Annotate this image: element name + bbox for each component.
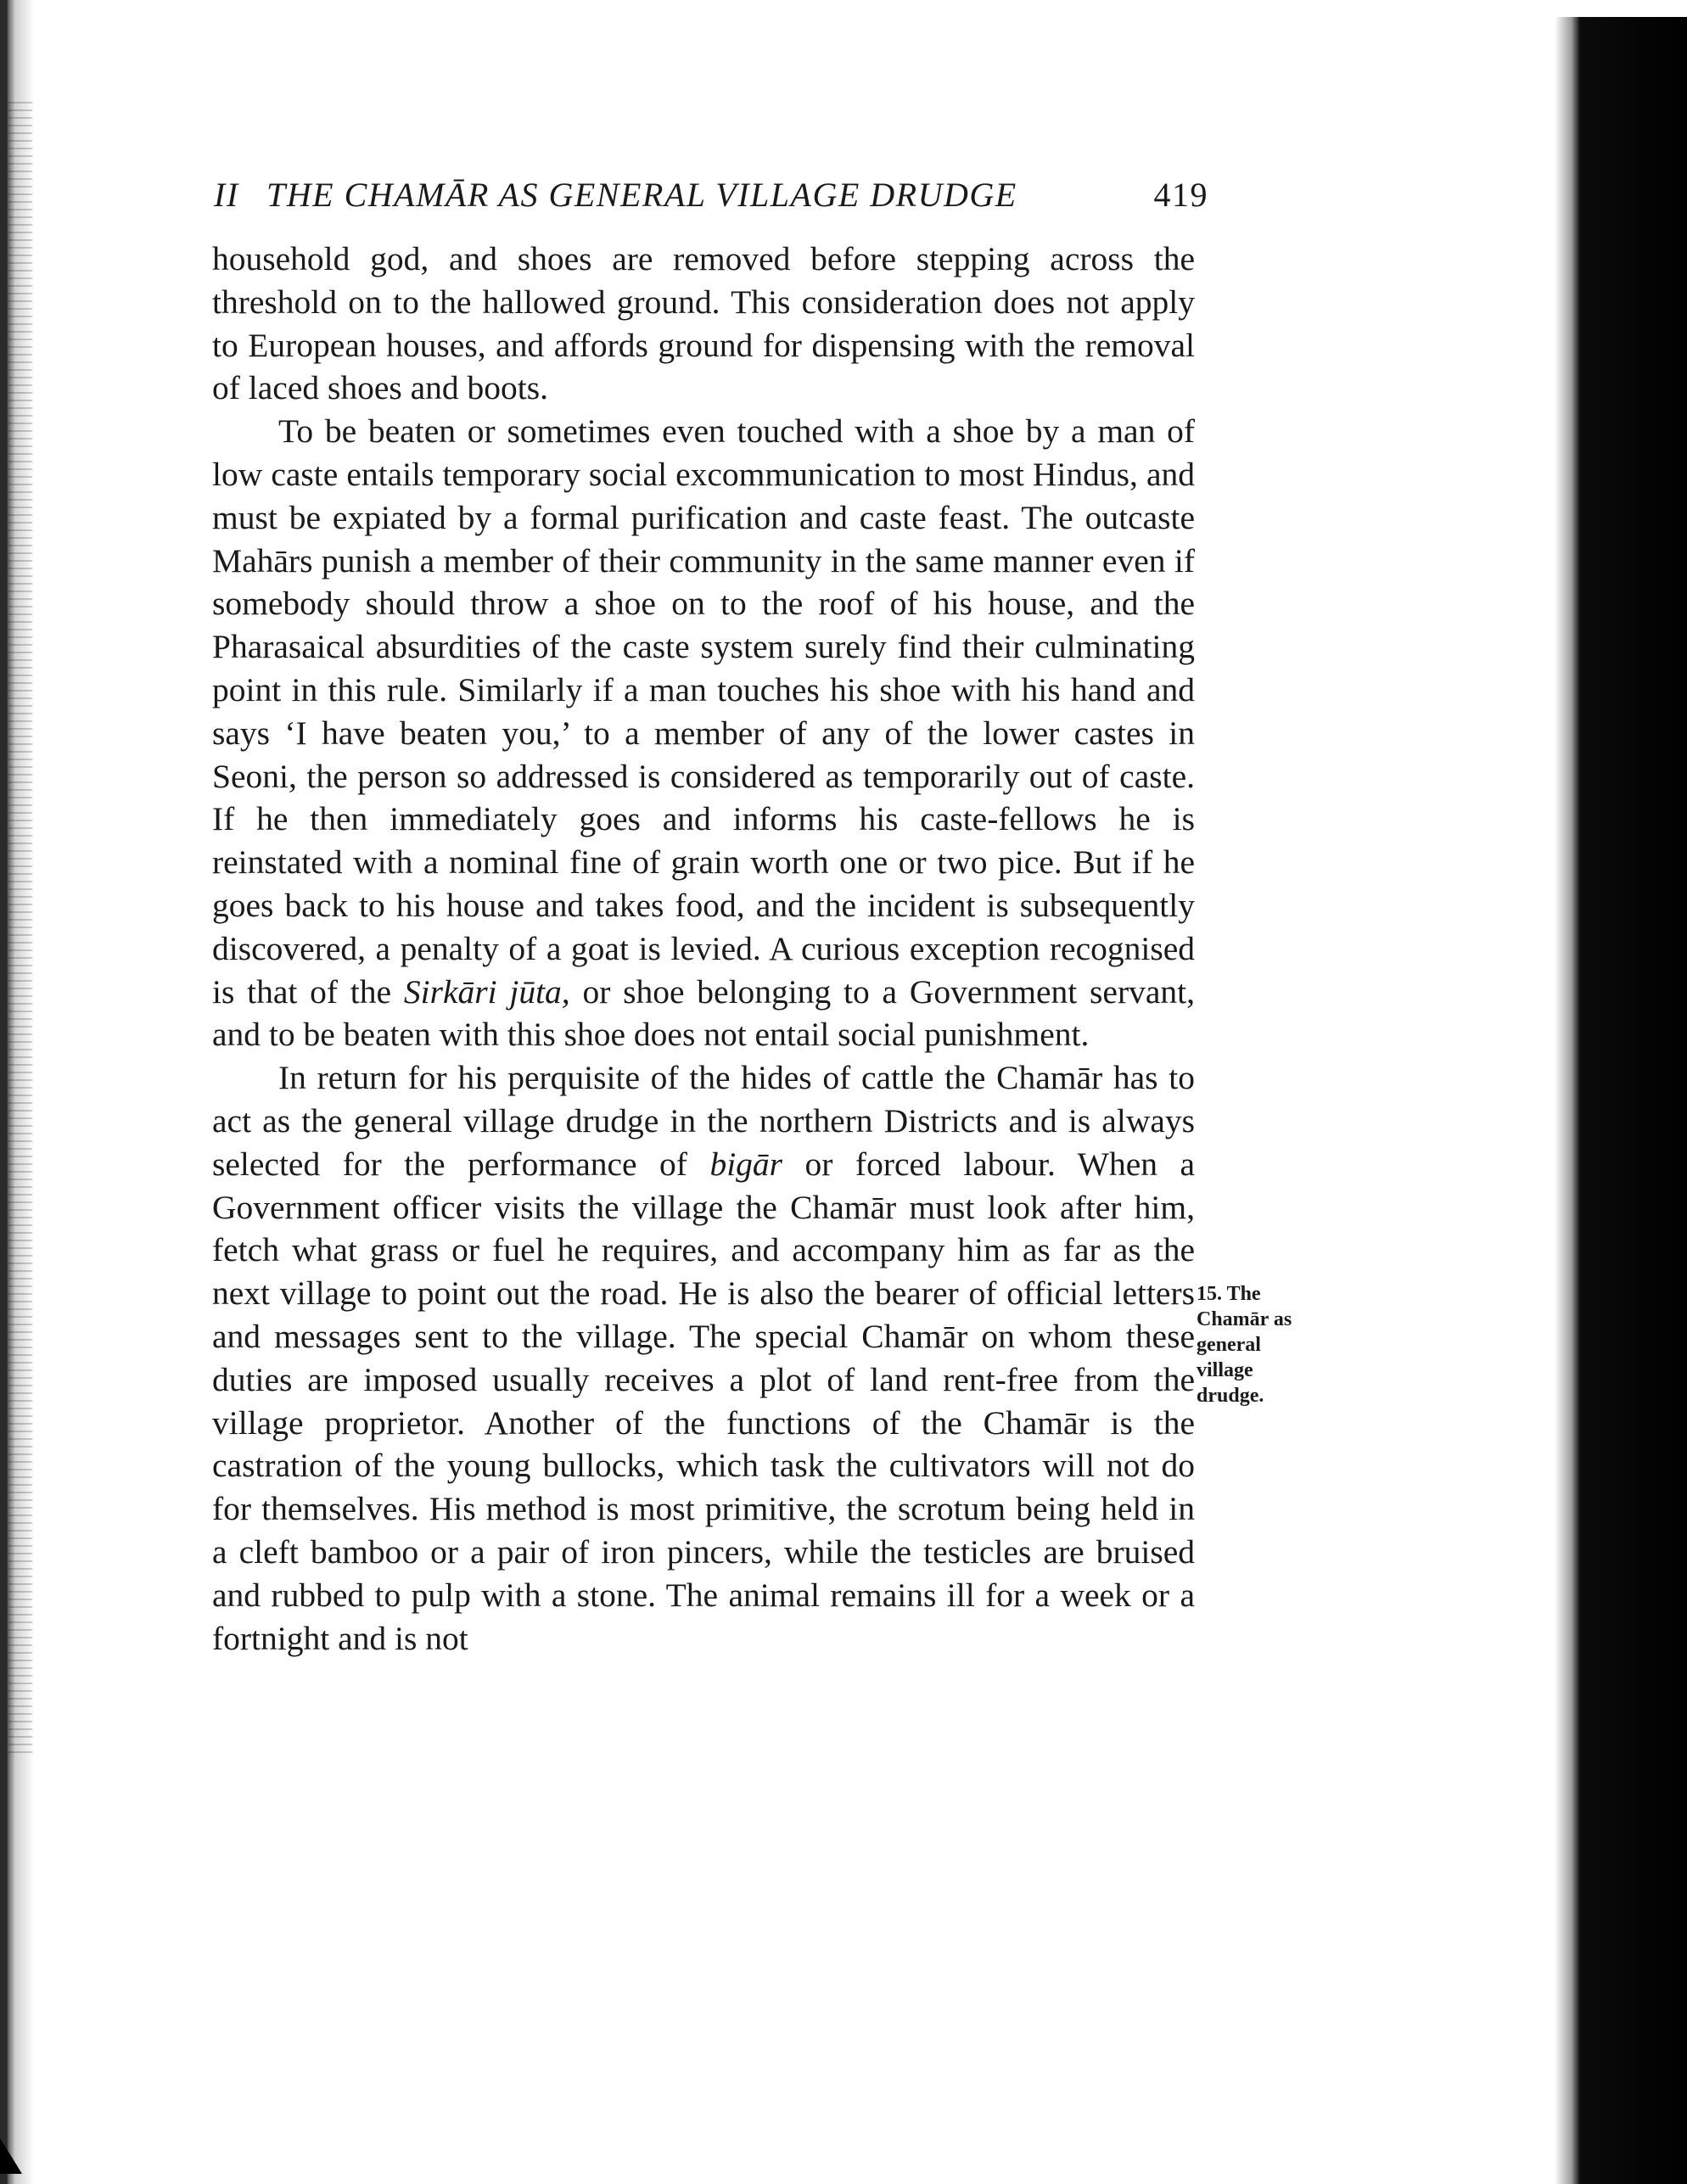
running-title: THE CHAMĀR AS GENERAL VILLAGE DRUDGE <box>266 176 1017 214</box>
page-number: 419 <box>1153 176 1208 214</box>
side-note <box>1197 1281 1345 1408</box>
paragraph-2-text: To be beaten or sometimes even touched with a shoe by a man of low caste entails temporary social excommunication to most Hindus, and must be expiated by a formal purification and caste feast. The outcaste Mahārs punish a member of their community in the same manner even if somebody should throw a shoe on to the roof of his house, and the Pharasaical absurdities of the caste system surely find their culminating point in this rule. Similarly if a man touches his shoe with his hand and says ‘I have beaten you,’ to a member of any of the lower castes in Seoni, the person so addressed is considered as temporarily out of caste. If he then immediately goes and informs his caste-fellows he is reinstated with a nominal fine of grain worth one or two pice. But if he goes back to his house and takes food, and the incident is subsequently discovered, a penalty of a goat is levied. A curious exception recognised is that of the <box>212 412 1195 1011</box>
body-text <box>212 238 1195 1660</box>
paragraph-2 <box>212 410 1195 1056</box>
section-number: II <box>214 176 239 214</box>
paragraph-3-text: In return for his perquisite of the hides of cattle the Chamār has to act as the general village drudge in the northern Districts and is always selected for the performance of <box>212 1059 1195 1183</box>
paragraph-3 <box>212 1056 1195 1660</box>
paragraph-3-tail: or forced labour. When a Government officer visits the village the Chamār must look after him, fetch what grass or fuel he requires, and accompany him as far as the next village to point out the road. He is also the bearer of official letters and messages sent to the village. The special Chamār on whom these duties are imposed usually receives a plot of land rent-free from the village proprietor. Another of the functions of the Chamār is the castration of the young bullocks, which task the cultivators will not do for themselves. His method is most primitive, the scrotum being held in a cleft bamboo or a pair of iron pincers, while the testicles are bruised and rubbed to pulp with a stone. The animal remains ill for a week or a fortnight and is not <box>212 1145 1196 1657</box>
side-note-line: general <box>1197 1334 1261 1356</box>
paragraph-1: household god, and shoes are removed before stepping across the threshold on to the hallowed ground. This consideration does not apply to European houses, and affords ground for dispensing with the removal of laced shoes and boots. <box>212 240 1195 407</box>
scan-corner-mark <box>0 2138 22 2174</box>
side-note-line: village <box>1197 1359 1253 1381</box>
running-head <box>214 168 1208 216</box>
side-note-line: drudge. <box>1197 1385 1264 1407</box>
scan-left-specks <box>8 102 32 1756</box>
scan-right-shadow <box>1555 17 1687 2184</box>
italic-term-sirkari-juta: Sirkāri jūta, <box>403 972 570 1011</box>
italic-term-bigar: bigār <box>709 1145 783 1183</box>
paragraph-2-tail: or shoe belonging to a Government servant, and to be beaten with this shoe does not entail social punishment. <box>212 972 1195 1054</box>
side-note-line: Chamār as <box>1197 1308 1292 1330</box>
side-note-line: 15. The <box>1197 1283 1261 1305</box>
